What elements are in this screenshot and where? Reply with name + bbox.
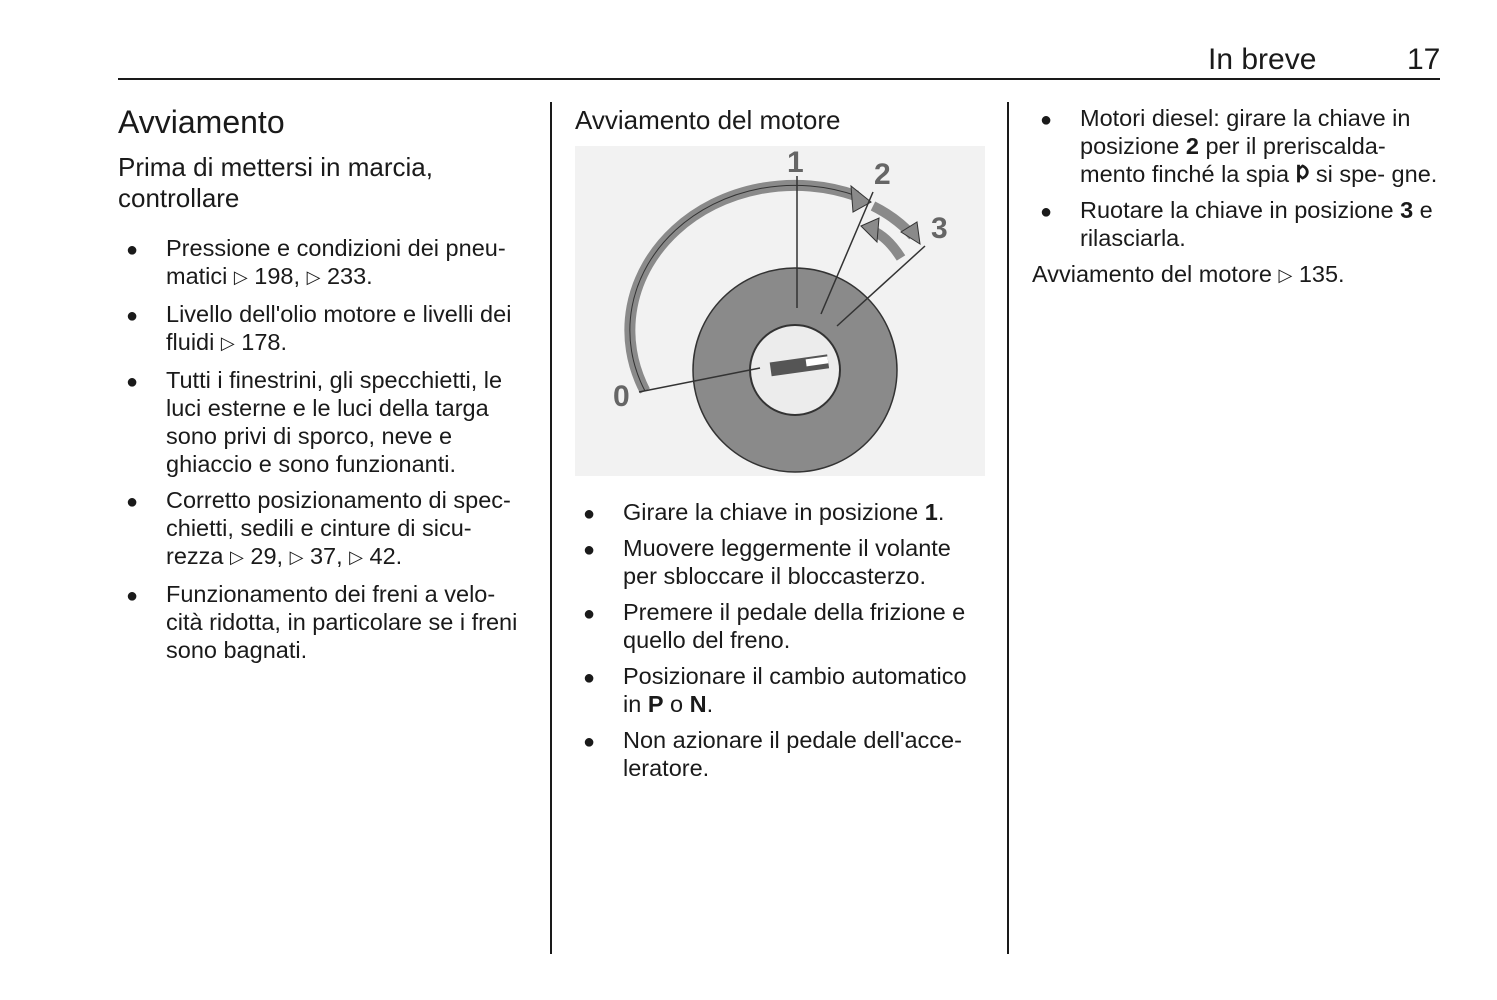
bullet-icon: ● <box>1040 109 1053 131</box>
page-reference-icon: ▷ <box>349 547 363 567</box>
bullet-icon: ● <box>126 585 139 607</box>
ignition-key-positions-diagram <box>575 146 985 476</box>
preheat-coil-icon: ᱞ <box>1295 161 1310 187</box>
bullet-icon: ● <box>126 491 139 513</box>
column-divider-2 <box>1007 102 1009 954</box>
position-label-2: 2 <box>874 158 891 191</box>
column-3 <box>1032 100 1444 290</box>
engine-start-steps-continued <box>1032 104 1444 252</box>
position-label-3: 3 <box>931 212 948 245</box>
column-2 <box>575 100 987 790</box>
column-divider-1 <box>550 102 552 954</box>
list-item: ● Pressione e condizioni dei pneu- matici ▷ 198, ▷ 233. <box>126 235 506 289</box>
bullet-icon: ● <box>583 667 596 689</box>
column-1 <box>118 100 530 672</box>
page-reference-icon: ▷ <box>220 333 235 353</box>
list-item: ● Motori diesel: girare la chiave in posizione 2 per il preriscalda- mento finché la spia ᱞ si spe- gne. <box>1040 105 1438 187</box>
bullet-icon: ● <box>126 305 139 327</box>
page-ref[interactable]: 178. <box>241 329 287 355</box>
page-number: 17 <box>1407 43 1441 76</box>
page-reference-icon: ▷ <box>306 267 321 287</box>
header-title: In breve <box>1208 43 1317 76</box>
bullet-icon: ● <box>126 239 139 261</box>
page-reference-icon: ▷ <box>1278 265 1293 285</box>
page-ref[interactable]: 198, <box>254 263 301 289</box>
list-item: ● Funzionamento dei freni a velo- cità ridotta, in particolare se i freni sono bagnati. <box>126 581 518 663</box>
list-item: ● Ruotare la chiave in posizione 3 e rilasciarla. <box>1040 197 1433 251</box>
page-ref[interactable]: 29, <box>250 543 284 569</box>
checklist <box>118 234 530 664</box>
page-reference-icon: ▷ <box>233 267 248 287</box>
engine-start-heading: Avviamento del motore <box>575 105 841 135</box>
page-ref[interactable]: 233. <box>326 263 373 289</box>
bullet-icon: ● <box>583 503 596 525</box>
bullet-icon: ● <box>583 603 596 625</box>
list-item: ● Non azionare il pedale dell'acce- leratore. <box>583 727 962 781</box>
section-title: Avviamento <box>118 104 285 140</box>
list-item: ● Corretto posizionamento di spec- chietti, sedili e cinture di sicu- rezza ▷ 29, ▷ 37, ▷ 42. <box>126 487 511 569</box>
page-ref[interactable]: 42. <box>369 543 403 569</box>
header-rule <box>118 78 1440 80</box>
bullet-icon: ● <box>583 731 596 753</box>
list-item: ● Posizionare il cambio automatico in P o N. <box>583 663 967 717</box>
list-item: ● Livello dell'olio motore e livelli dei fluidi ▷ 178. <box>126 301 512 355</box>
position-label-1: 1 <box>787 146 804 179</box>
bullet-icon: ● <box>583 539 596 561</box>
subheading: Prima di mettersi in marcia, controllare <box>118 152 433 213</box>
list-item: ● Muovere leggermente il volante per sbloccare il bloccasterzo. <box>583 535 951 589</box>
list-item: ● Tutti i finestrini, gli specchietti, le luci esterne e le luci della targa sono privi di sporco, neve e ghiaccio e sono funzionanti. <box>126 367 503 477</box>
list-item: ● Premere il pedale della frizione e quello del freno. <box>583 599 966 653</box>
bullet-icon: ● <box>126 371 139 393</box>
engine-start-steps <box>575 498 987 782</box>
bullet-icon: ● <box>1040 201 1053 223</box>
cross-reference: Avviamento del motore ▷ 135. <box>1032 261 1345 287</box>
page-ref[interactable]: 135. <box>1298 261 1345 287</box>
page-reference-icon: ▷ <box>230 547 244 567</box>
page-ref[interactable]: 37, <box>309 543 343 569</box>
list-item: ● Girare la chiave in posizione 1. <box>575 498 987 526</box>
position-label-0: 0 <box>613 380 630 413</box>
page-reference-icon: ▷ <box>289 547 304 567</box>
